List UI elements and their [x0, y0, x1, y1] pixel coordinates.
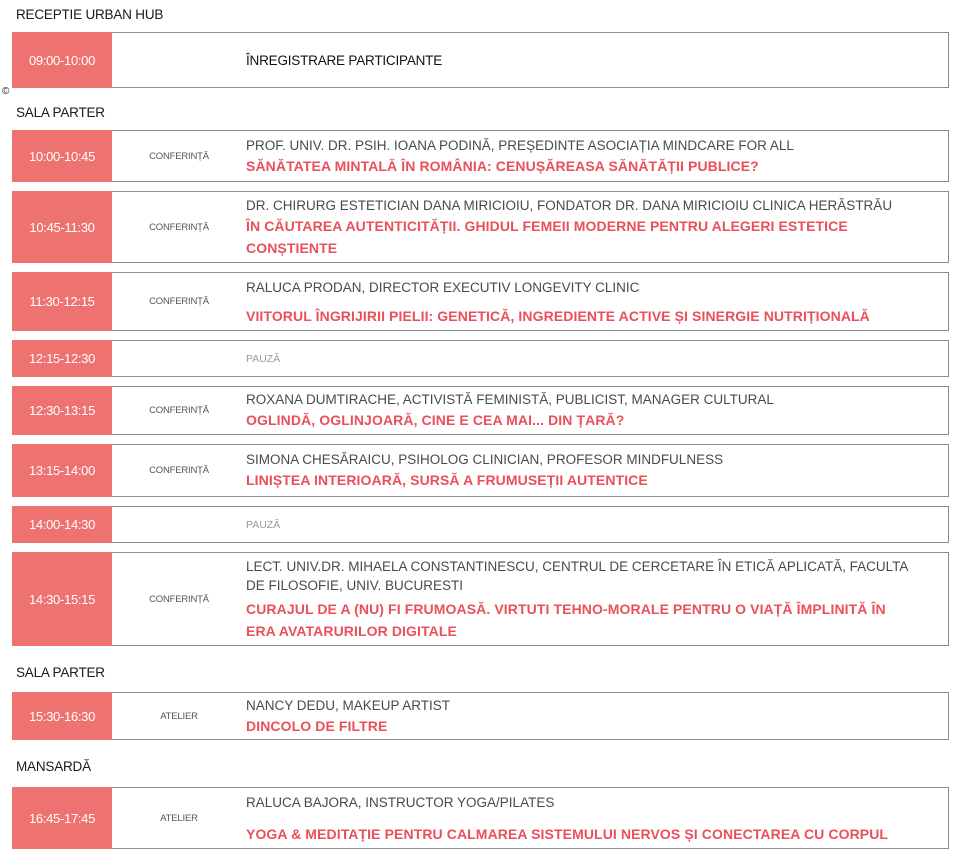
session-time: 09:00-10:00	[12, 32, 112, 88]
session-type	[112, 507, 246, 542]
session-time: 14:00-14:30	[12, 506, 112, 543]
section-title-sala-parter: SALA PARTER	[16, 105, 105, 120]
session-content	[246, 273, 948, 330]
session-title-line-1: CURAJUL DE A (NU) FI FRUMOASĂ. VIRTUTI TEHNO-MORALE PENTRU O VIAȚĂ ÎMPLINITĂ ÎN	[246, 600, 886, 617]
session-type: ATELIER	[160, 812, 198, 824]
session-title: LINIȘTEA INTERIOARĂ, SURSĂ A FRUMUSEȚII AUTENTICE	[246, 472, 648, 488]
session-row	[12, 787, 949, 849]
session-title-line-2: CONȘTIENTE	[246, 239, 338, 256]
session-row-break	[12, 506, 949, 543]
session-time: 10:00-10:45	[12, 130, 112, 182]
session-speaker: ROXANA DUMTIRACHE, ACTIVISTĂ FEMINISTĂ, PUBLICIST, MANAGER CULTURAL	[246, 392, 774, 407]
session-content	[246, 445, 948, 496]
session-content	[246, 341, 948, 376]
session-type: CONFERINȚĂ	[149, 593, 209, 605]
session-speaker: DR. CHIRURG ESTETICIAN DANA MIRICIOIU, FONDATOR DR. DANA MIRICIOIU CLINICA HERĂSTRĂU	[246, 197, 893, 213]
session-type	[112, 341, 246, 376]
session-type: CONFERINȚĂ	[149, 221, 209, 233]
session-speaker: NANCY DEDU, MAKEUP ARTIST	[246, 697, 451, 713]
session-row	[12, 130, 949, 182]
session-speaker-line-2: DE FILOSOFIE, UNIV. BUCURESTI	[246, 577, 464, 593]
session-speaker-line-1: LECT. UNIV.DR. MIHAELA CONSTANTINESCU, CENTRUL DE CERCETARE ÎN ETICĂ APLICATĂ, FACULTA	[246, 558, 909, 574]
session-row	[12, 552, 949, 646]
session-row	[12, 692, 949, 740]
session-time: 11:30-12:15	[12, 272, 112, 331]
session-time: 12:30-13:15	[12, 386, 112, 435]
session-title: YOGA & MEDITAȚIE PENTRU CALMAREA SISTEMULUI NERVOS ȘI CONECTAREA CU CORPUL	[246, 826, 889, 842]
session-row	[12, 32, 949, 88]
registration-label: ÎNREGISTRARE PARTICIPANTE	[246, 52, 443, 68]
session-type: CONFERINȚĂ	[149, 296, 209, 307]
session-time: 10:45-11:30	[12, 191, 112, 263]
session-time: 13:15-14:00	[12, 444, 112, 497]
break-label: PAUZĂ	[246, 518, 281, 531]
session-title-line-2: ERA AVATARURILOR DIGITALE	[246, 622, 457, 639]
section-title-mansarda: MANSARDĂ	[16, 759, 91, 774]
session-content	[246, 553, 948, 645]
session-content	[246, 507, 948, 542]
copyright-mark: ©	[2, 86, 10, 97]
session-content	[246, 192, 948, 262]
session-title: VIITORUL ÎNGRIJIRII PIELII: GENETICĂ, INGREDIENTE ACTIVE ȘI SINERGIE NUTRIȚIONALĂ	[246, 308, 870, 324]
session-row	[12, 191, 949, 263]
session-content	[246, 131, 948, 181]
section-title-sala-parter-2: SALA PARTER	[16, 665, 105, 680]
session-type	[112, 33, 246, 87]
session-content	[246, 33, 948, 87]
session-time: 16:45-17:45	[12, 787, 112, 849]
session-type: CONFERINȚĂ	[149, 465, 209, 476]
session-title: DINCOLO DE FILTRE	[246, 717, 388, 734]
session-speaker: SIMONA CHESĂRAICU, PSIHOLOG CLINICIAN, PROFESOR MINDFULNESS	[246, 452, 724, 467]
session-time: 12:15-12:30	[12, 340, 112, 377]
session-content	[246, 387, 948, 434]
session-row	[12, 386, 949, 435]
break-label: PAUZĂ	[246, 352, 281, 365]
session-time: 14:30-15:15	[12, 552, 112, 646]
session-speaker: PROF. UNIV. DR. PSIH. IOANA PODINĂ, PREȘEDINTE ASOCIAȚIA MINDCARE FOR ALL	[246, 137, 794, 153]
session-row-break	[12, 340, 949, 377]
session-time: 15:30-16:30	[12, 692, 112, 740]
session-row	[12, 272, 949, 331]
session-type: CONFERINȚĂ	[149, 150, 209, 162]
session-title-line-1: ÎN CĂUTAREA AUTENTICITĂȚII. GHIDUL FEMEII MODERNE PENTRU ALEGERI ESTETICE	[246, 217, 848, 234]
session-type: ATELIER	[160, 710, 198, 722]
session-row	[12, 444, 949, 497]
session-speaker: RALUCA PRODAN, DIRECTOR EXECUTIV LONGEVITY CLINIC	[246, 280, 640, 295]
session-content	[246, 693, 948, 739]
session-content	[246, 788, 948, 848]
session-type: CONFERINȚĂ	[149, 405, 209, 416]
session-title: SĂNĂTATEA MINTALĂ ÎN ROMÂNIA: CENUȘĂREASA SĂNĂTĂȚII PUBLICE?	[246, 157, 759, 174]
session-title: OGLINDĂ, OGLINJOARĂ, CINE E CEA MAI... DIN ȚARĂ?	[246, 412, 625, 428]
section-title-receptie: RECEPTIE URBAN HUB	[16, 7, 164, 22]
session-speaker: RALUCA BAJORA, INSTRUCTOR YOGA/PILATES	[246, 795, 555, 810]
